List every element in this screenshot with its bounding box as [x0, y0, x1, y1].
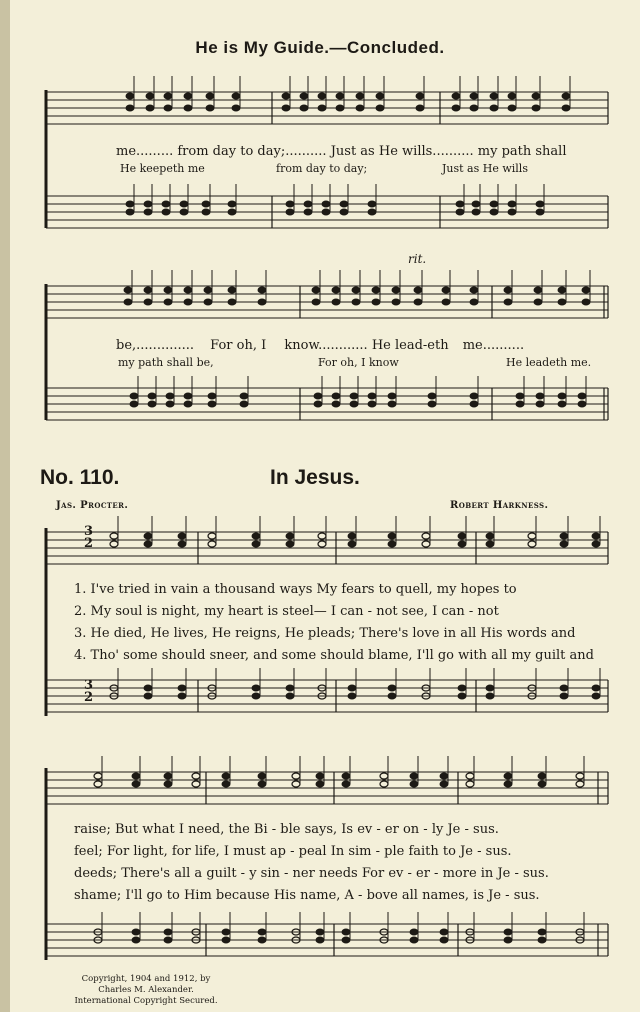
note-head — [486, 685, 494, 691]
note-head — [202, 201, 210, 207]
note-head — [252, 541, 260, 547]
note-head — [340, 209, 348, 215]
note-head — [164, 287, 172, 293]
note-head — [164, 105, 172, 111]
note-head — [348, 693, 356, 699]
note-head — [222, 937, 230, 943]
note-head — [312, 299, 320, 305]
note-head — [126, 201, 134, 207]
verse-4-line-1: 4. Tho' some should sneer, and some should blame, I'll go with all my guilt and — [74, 648, 594, 663]
note-head — [146, 93, 154, 99]
note-head — [178, 541, 186, 547]
note-head — [184, 401, 192, 407]
note-head — [516, 401, 524, 407]
note-head — [292, 781, 300, 787]
note-head — [458, 541, 466, 547]
note-head — [322, 209, 330, 215]
note-head — [204, 287, 212, 293]
copyright-notice: Copyright, 1904 and 1912, by Charles M. Alexander. International Copyright Secured. — [74, 974, 218, 1006]
note-head — [148, 401, 156, 407]
note-head — [332, 393, 340, 399]
note-head — [336, 93, 344, 99]
note-head — [300, 105, 308, 111]
note-head — [458, 685, 466, 691]
note-head — [470, 401, 478, 407]
note-head — [232, 105, 240, 111]
note-head — [414, 299, 422, 305]
note-head — [368, 401, 376, 407]
note-head — [392, 299, 400, 305]
note-head — [348, 541, 356, 547]
verse-4-line-2: shame; I'll go to Him because His name, A - bove all names, is Je - sus. — [74, 888, 540, 903]
note-head — [144, 209, 152, 215]
note-head — [410, 773, 418, 779]
note-head — [352, 299, 360, 305]
note-head — [286, 693, 294, 699]
note-head — [222, 929, 230, 935]
verse-1-line-1: 1. I've tried in vain a thousand ways My fears to quell, my hopes to — [74, 582, 517, 597]
lyric-lower-1b: from day to day; — [276, 162, 368, 175]
note-head — [148, 393, 156, 399]
lyric-lower-1c: Just as He wills — [442, 162, 528, 175]
note-head — [252, 533, 260, 539]
note-head — [282, 93, 290, 99]
note-head — [368, 393, 376, 399]
note-head — [442, 299, 450, 305]
note-head — [368, 209, 376, 215]
note-head — [110, 533, 118, 539]
note-head — [516, 393, 524, 399]
note-head — [560, 693, 568, 699]
verse-2-line-1: 2. My soul is night, my heart is steel— I can - not see, I can - not — [74, 604, 499, 619]
note-head — [452, 105, 460, 111]
note-head — [562, 93, 570, 99]
note-head — [532, 105, 540, 111]
note-head — [184, 287, 192, 293]
note-head — [318, 105, 326, 111]
note-head — [228, 209, 236, 215]
note-head — [132, 773, 140, 779]
note-head — [94, 781, 102, 787]
note-head — [558, 299, 566, 305]
note-head — [442, 287, 450, 293]
note-head — [144, 693, 152, 699]
note-head — [144, 533, 152, 539]
note-head — [456, 201, 464, 207]
note-head — [342, 781, 350, 787]
note-head — [388, 393, 396, 399]
note-head — [490, 201, 498, 207]
lyric-lower-1a: He keepeth me — [120, 162, 205, 175]
note-head — [538, 773, 546, 779]
note-head — [208, 393, 216, 399]
note-head — [388, 533, 396, 539]
note-head — [232, 93, 240, 99]
note-head — [376, 93, 384, 99]
hymn-title: In Jesus. — [270, 466, 360, 489]
note-head — [222, 781, 230, 787]
note-head — [428, 393, 436, 399]
note-head — [458, 693, 466, 699]
note-head — [452, 93, 460, 99]
note-head — [414, 287, 422, 293]
note-head — [558, 287, 566, 293]
note-head — [144, 685, 152, 691]
note-head — [490, 105, 498, 111]
note-head — [350, 401, 358, 407]
note-head — [538, 937, 546, 943]
note-head — [466, 781, 474, 787]
note-head — [202, 209, 210, 215]
note-head — [222, 773, 230, 779]
note-head — [318, 533, 326, 539]
note-head — [348, 685, 356, 691]
note-head — [592, 685, 600, 691]
note-head — [126, 93, 134, 99]
note-head — [126, 105, 134, 111]
note-head — [144, 287, 152, 293]
note-head — [578, 393, 586, 399]
note-head — [314, 393, 322, 399]
verse-3-line-1: 3. He died, He lives, He reigns, He pleads; There's love in all His words and — [74, 626, 576, 641]
hymn-author: Jas. Procter. — [56, 500, 129, 511]
note-head — [258, 287, 266, 293]
note-head — [208, 533, 216, 539]
note-head — [144, 541, 152, 547]
note-head — [582, 299, 590, 305]
note-head — [206, 105, 214, 111]
note-head — [126, 209, 134, 215]
note-head — [228, 299, 236, 305]
note-head — [466, 773, 474, 779]
note-head — [440, 929, 448, 935]
note-head — [538, 781, 546, 787]
note-head — [164, 937, 172, 943]
note-head — [340, 201, 348, 207]
note-head — [486, 693, 494, 699]
note-head — [192, 781, 200, 787]
note-head — [204, 299, 212, 305]
note-head — [470, 93, 478, 99]
note-head — [490, 93, 498, 99]
note-head — [470, 287, 478, 293]
note-head — [144, 201, 152, 207]
note-head — [348, 533, 356, 539]
lyric-upper-1: me......... from day to day;.......... Just as He wills.......... my path shall — [116, 144, 567, 159]
note-head — [422, 541, 430, 547]
note-head — [228, 201, 236, 207]
note-head — [356, 105, 364, 111]
lyric-upper-2: be,.............. For oh, I know............ He lead-eth me.......... — [116, 338, 525, 353]
note-head — [258, 299, 266, 305]
note-head — [388, 541, 396, 547]
note-head — [124, 287, 132, 293]
note-head — [508, 209, 516, 215]
note-head — [504, 929, 512, 935]
note-head — [372, 299, 380, 305]
note-head — [578, 401, 586, 407]
note-head — [124, 299, 132, 305]
note-head — [536, 401, 544, 407]
note-head — [508, 93, 516, 99]
note-head — [504, 773, 512, 779]
note-head — [166, 393, 174, 399]
note-head — [316, 929, 324, 935]
note-head — [416, 93, 424, 99]
note-head — [470, 393, 478, 399]
note-head — [508, 201, 516, 207]
note-head — [316, 937, 324, 943]
note-head — [130, 393, 138, 399]
note-head — [252, 685, 260, 691]
note-head — [240, 393, 248, 399]
verse-2-line-2: feel; For light, for life, I must ap - peal In sim - ple faith to Je - sus. — [74, 844, 512, 859]
note-head — [486, 533, 494, 539]
note-head — [456, 209, 464, 215]
note-head — [528, 533, 536, 539]
time-signature-treble: 3 2 — [84, 524, 94, 551]
note-head — [166, 401, 174, 407]
note-head — [132, 937, 140, 943]
note-head — [304, 201, 312, 207]
note-head — [178, 685, 186, 691]
note-head — [504, 299, 512, 305]
note-head — [576, 773, 584, 779]
note-head — [164, 299, 172, 305]
note-head — [528, 541, 536, 547]
note-head — [146, 105, 154, 111]
note-head — [558, 401, 566, 407]
note-head — [440, 773, 448, 779]
note-head — [558, 393, 566, 399]
lyric-lower-2a: my path shall be, — [118, 356, 214, 369]
note-head — [208, 401, 216, 407]
note-head — [342, 929, 350, 935]
note-head — [380, 781, 388, 787]
note-head — [282, 105, 290, 111]
note-head — [192, 773, 200, 779]
note-head — [206, 93, 214, 99]
note-head — [178, 533, 186, 539]
note-head — [470, 105, 478, 111]
note-head — [318, 93, 326, 99]
note-head — [164, 929, 172, 935]
note-head — [258, 781, 266, 787]
note-head — [164, 93, 172, 99]
note-head — [132, 929, 140, 935]
note-head — [560, 541, 568, 547]
note-head — [536, 209, 544, 215]
note-head — [356, 93, 364, 99]
note-head — [312, 287, 320, 293]
note-head — [332, 299, 340, 305]
note-head — [162, 209, 170, 215]
hymn-number: No. 110. — [40, 466, 120, 489]
note-head — [416, 105, 424, 111]
note-head — [144, 299, 152, 305]
note-head — [504, 781, 512, 787]
note-head — [486, 541, 494, 547]
note-head — [292, 773, 300, 779]
note-head — [184, 299, 192, 305]
note-head — [380, 773, 388, 779]
note-head — [428, 401, 436, 407]
note-head — [376, 105, 384, 111]
note-head — [164, 781, 172, 787]
note-head — [286, 533, 294, 539]
lyric-lower-2c: He leadeth me. — [506, 356, 592, 369]
note-head — [536, 201, 544, 207]
note-head — [410, 781, 418, 787]
note-head — [532, 93, 540, 99]
note-head — [388, 401, 396, 407]
note-head — [470, 299, 478, 305]
lyric-lower-2b: For oh, I know — [318, 356, 399, 369]
note-head — [388, 685, 396, 691]
note-head — [534, 299, 542, 305]
note-head — [534, 287, 542, 293]
note-head — [322, 201, 330, 207]
note-head — [336, 105, 344, 111]
note-head — [458, 533, 466, 539]
note-head — [314, 401, 322, 407]
note-head — [316, 781, 324, 787]
note-head — [490, 209, 498, 215]
note-head — [342, 773, 350, 779]
note-head — [422, 533, 430, 539]
note-head — [184, 105, 192, 111]
note-head — [388, 693, 396, 699]
note-head — [178, 693, 186, 699]
note-head — [180, 201, 188, 207]
note-head — [472, 201, 480, 207]
note-head — [576, 781, 584, 787]
note-head — [410, 937, 418, 943]
note-head — [508, 105, 516, 111]
note-head — [372, 287, 380, 293]
note-head — [592, 693, 600, 699]
ritardando-mark: rit. — [408, 252, 427, 266]
note-head — [286, 685, 294, 691]
time-signature-bass: 3 2 — [84, 678, 94, 705]
note-head — [252, 693, 260, 699]
note-head — [440, 937, 448, 943]
note-head — [304, 209, 312, 215]
note-head — [162, 201, 170, 207]
note-head — [332, 287, 340, 293]
note-head — [560, 685, 568, 691]
note-head — [592, 541, 600, 547]
note-head — [562, 105, 570, 111]
note-head — [258, 937, 266, 943]
note-head — [132, 781, 140, 787]
note-head — [582, 287, 590, 293]
note-head — [504, 937, 512, 943]
section-title: He is My Guide.—Concluded. — [195, 38, 445, 57]
hymn-composer: Robert Harkness. — [450, 500, 549, 511]
note-head — [258, 929, 266, 935]
note-head — [440, 781, 448, 787]
note-head — [538, 929, 546, 935]
note-head — [504, 287, 512, 293]
note-head — [410, 929, 418, 935]
note-head — [352, 287, 360, 293]
note-head — [184, 393, 192, 399]
note-head — [392, 287, 400, 293]
note-head — [592, 533, 600, 539]
note-head — [560, 533, 568, 539]
note-head — [180, 209, 188, 215]
note-head — [286, 201, 294, 207]
note-head — [342, 937, 350, 943]
note-head — [130, 401, 138, 407]
note-head — [184, 93, 192, 99]
verse-1-line-2: raise; But what I need, the Bi - ble says, Is ev - er on - ly Je - sus. — [74, 822, 499, 837]
note-head — [228, 287, 236, 293]
note-head — [110, 541, 118, 547]
note-head — [286, 209, 294, 215]
note-head — [350, 393, 358, 399]
note-head — [316, 773, 324, 779]
verse-3-line-2: deeds; There's all a guilt - y sin - ner needs For ev - er - more in Je - sus. — [74, 866, 549, 881]
note-head — [536, 393, 544, 399]
note-head — [368, 201, 376, 207]
note-head — [472, 209, 480, 215]
note-head — [208, 541, 216, 547]
note-head — [240, 401, 248, 407]
note-head — [286, 541, 294, 547]
note-head — [94, 773, 102, 779]
note-head — [164, 773, 172, 779]
note-head — [318, 541, 326, 547]
note-head — [300, 93, 308, 99]
note-head — [258, 773, 266, 779]
note-head — [332, 401, 340, 407]
